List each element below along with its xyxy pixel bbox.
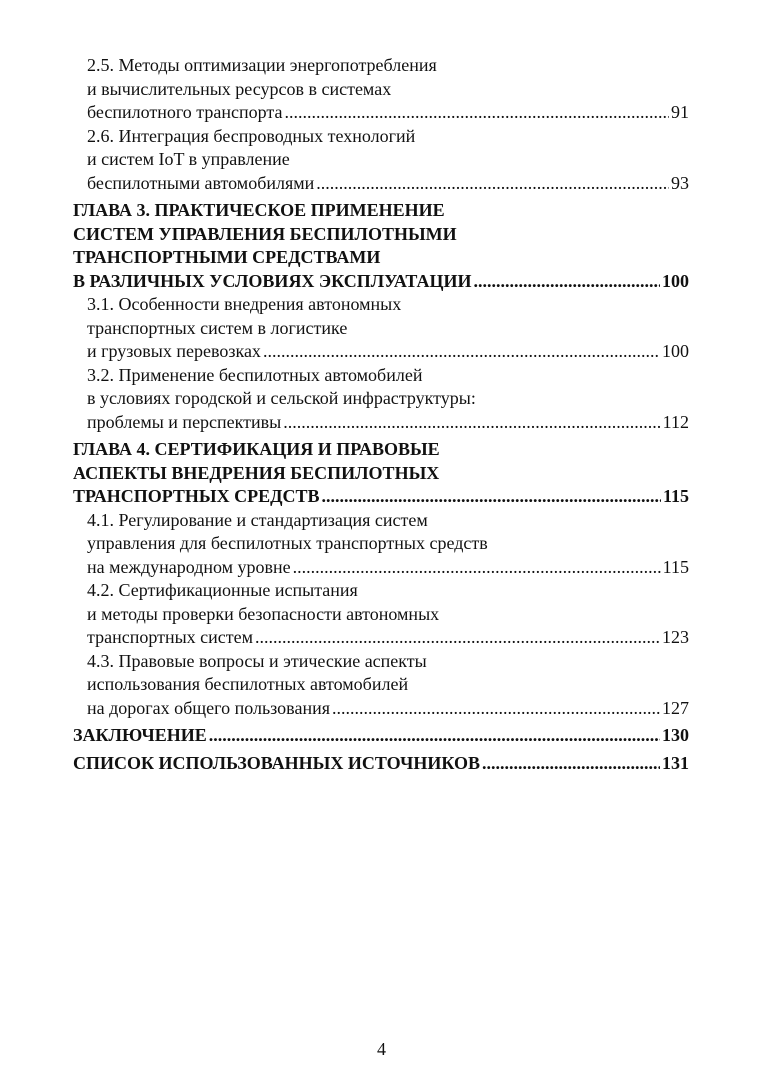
dot-leader [284, 101, 669, 125]
dot-leader [255, 626, 660, 650]
toc-entry-last-line [73, 172, 689, 196]
toc-entry-2-5[interactable] [73, 54, 689, 125]
toc-entry-line: 2.6. Интеграция беспроводных технологий [87, 125, 416, 146]
toc-entry-4-2[interactable] [73, 579, 689, 650]
toc-entry-title: беспилотными автомобилями [87, 172, 315, 193]
toc-entry-line: 4.2. Сертификационные испытания [87, 580, 358, 600]
toc-page-number: 127 [662, 697, 689, 718]
toc-chapter-last-line [73, 270, 689, 294]
toc-page-number: 130 [662, 725, 689, 745]
toc-entry-3-2[interactable] [73, 364, 689, 435]
toc-entry-line: в условиях городской и сельской инфраструктуры: [87, 388, 476, 408]
toc-entry-last-line [73, 340, 689, 364]
toc-entry-line: и систем IoT в управление [87, 149, 290, 169]
toc-entry-title: транспортных систем [87, 627, 254, 647]
toc-entry-line: и методы проверки безопасности автономных [87, 603, 440, 624]
page-number: 4 [377, 1039, 386, 1059]
toc-page-number: 123 [662, 627, 689, 647]
dot-leader [316, 172, 669, 196]
toc-page-number: 93 [671, 172, 689, 193]
toc-page-number: 91 [671, 102, 689, 122]
toc-page-number: 115 [662, 486, 689, 506]
toc-conclusion[interactable] [73, 724, 689, 748]
toc-chapter-last-line [73, 724, 689, 748]
toc-entry-line: транспортных систем в логистике [87, 317, 348, 338]
toc-chapter-last-line [73, 485, 689, 509]
dot-leader [332, 697, 660, 721]
toc-entry-title: проблемы и перспективы [87, 411, 282, 432]
toc-entry-line: 3.2. Применение беспилотных автомобилей [87, 364, 423, 385]
toc-entry-title: и грузовых перевозках [87, 341, 261, 361]
table-of-contents [73, 54, 689, 775]
toc-chapter-last-line [73, 752, 689, 776]
toc-chapter-4[interactable] [73, 438, 689, 509]
toc-chapter-3[interactable] [73, 199, 689, 293]
dot-leader [283, 411, 660, 435]
toc-chapter-line: ТРАНСПОРТНЫМИ СРЕДСТВАМИ [73, 247, 381, 267]
toc-entry-4-3[interactable] [73, 650, 689, 721]
toc-page-number: 100 [662, 270, 689, 291]
dot-leader [482, 752, 660, 776]
toc-entry-last-line [73, 556, 689, 580]
dot-leader [209, 724, 660, 748]
toc-page-number: 112 [662, 411, 689, 432]
toc-entry-line: 3.1. Особенности внедрения автономных [87, 294, 402, 314]
toc-entry-last-line [73, 626, 689, 650]
toc-entry-line: использования беспилотных автомобилей [87, 674, 409, 694]
toc-chapter-line: СИСТЕМ УПРАВЛЕНИЯ БЕСПИЛОТНЫМИ [73, 223, 457, 244]
toc-page-number: 100 [662, 341, 689, 361]
toc-chapter-line: ГЛАВА 3. ПРАКТИЧЕСКОЕ ПРИМЕНЕНИЕ [73, 200, 445, 220]
toc-entry-line: 4.1. Регулирование и стандартизация систем [87, 509, 428, 530]
toc-chapter-title: ТРАНСПОРТНЫХ СРЕДСТВ [73, 486, 320, 506]
dot-leader [293, 556, 661, 580]
toc-entry-line: 4.3. Правовые вопросы и этические аспекты [87, 650, 427, 671]
toc-entry-2-6[interactable] [73, 125, 689, 196]
toc-entry-last-line [73, 411, 689, 435]
toc-entry-3-1[interactable] [73, 293, 689, 364]
toc-entry-last-line [73, 697, 689, 721]
toc-entry-line: управления для беспилотных транспортных средств [87, 533, 488, 553]
toc-entry-title: на дорогах общего пользования [87, 697, 330, 718]
toc-entry-line: и вычислительных ресурсов в системах [87, 78, 392, 99]
dot-leader [322, 485, 661, 509]
toc-chapter-line: АСПЕКТЫ ВНЕДРЕНИЯ БЕСПИЛОТНЫХ [73, 462, 440, 483]
toc-entry-title: беспилотного транспорта [87, 102, 283, 122]
toc-page-number: 115 [662, 556, 689, 577]
toc-sources[interactable] [73, 752, 689, 776]
toc-chapter-title: СПИСОК ИСПОЛЬЗОВАННЫХ ИСТОЧНИКОВ [73, 752, 480, 773]
dot-leader [263, 340, 660, 364]
toc-entry-4-1[interactable] [73, 509, 689, 580]
toc-entry-last-line [73, 101, 689, 125]
toc-page-number: 131 [662, 752, 689, 773]
dot-leader [473, 270, 660, 294]
toc-entry-title: на международном уровне [87, 556, 291, 577]
toc-chapter-title: ЗАКЛЮЧЕНИЕ [73, 725, 207, 745]
toc-chapter-title: В РАЗЛИЧНЫХ УСЛОВИЯХ ЭКСПЛУАТАЦИИ [73, 270, 472, 291]
toc-entry-line: 2.5. Методы оптимизации энергопотребления [87, 55, 437, 75]
toc-chapter-line: ГЛАВА 4. СЕРТИФИКАЦИЯ И ПРАВОВЫЕ [73, 439, 440, 459]
